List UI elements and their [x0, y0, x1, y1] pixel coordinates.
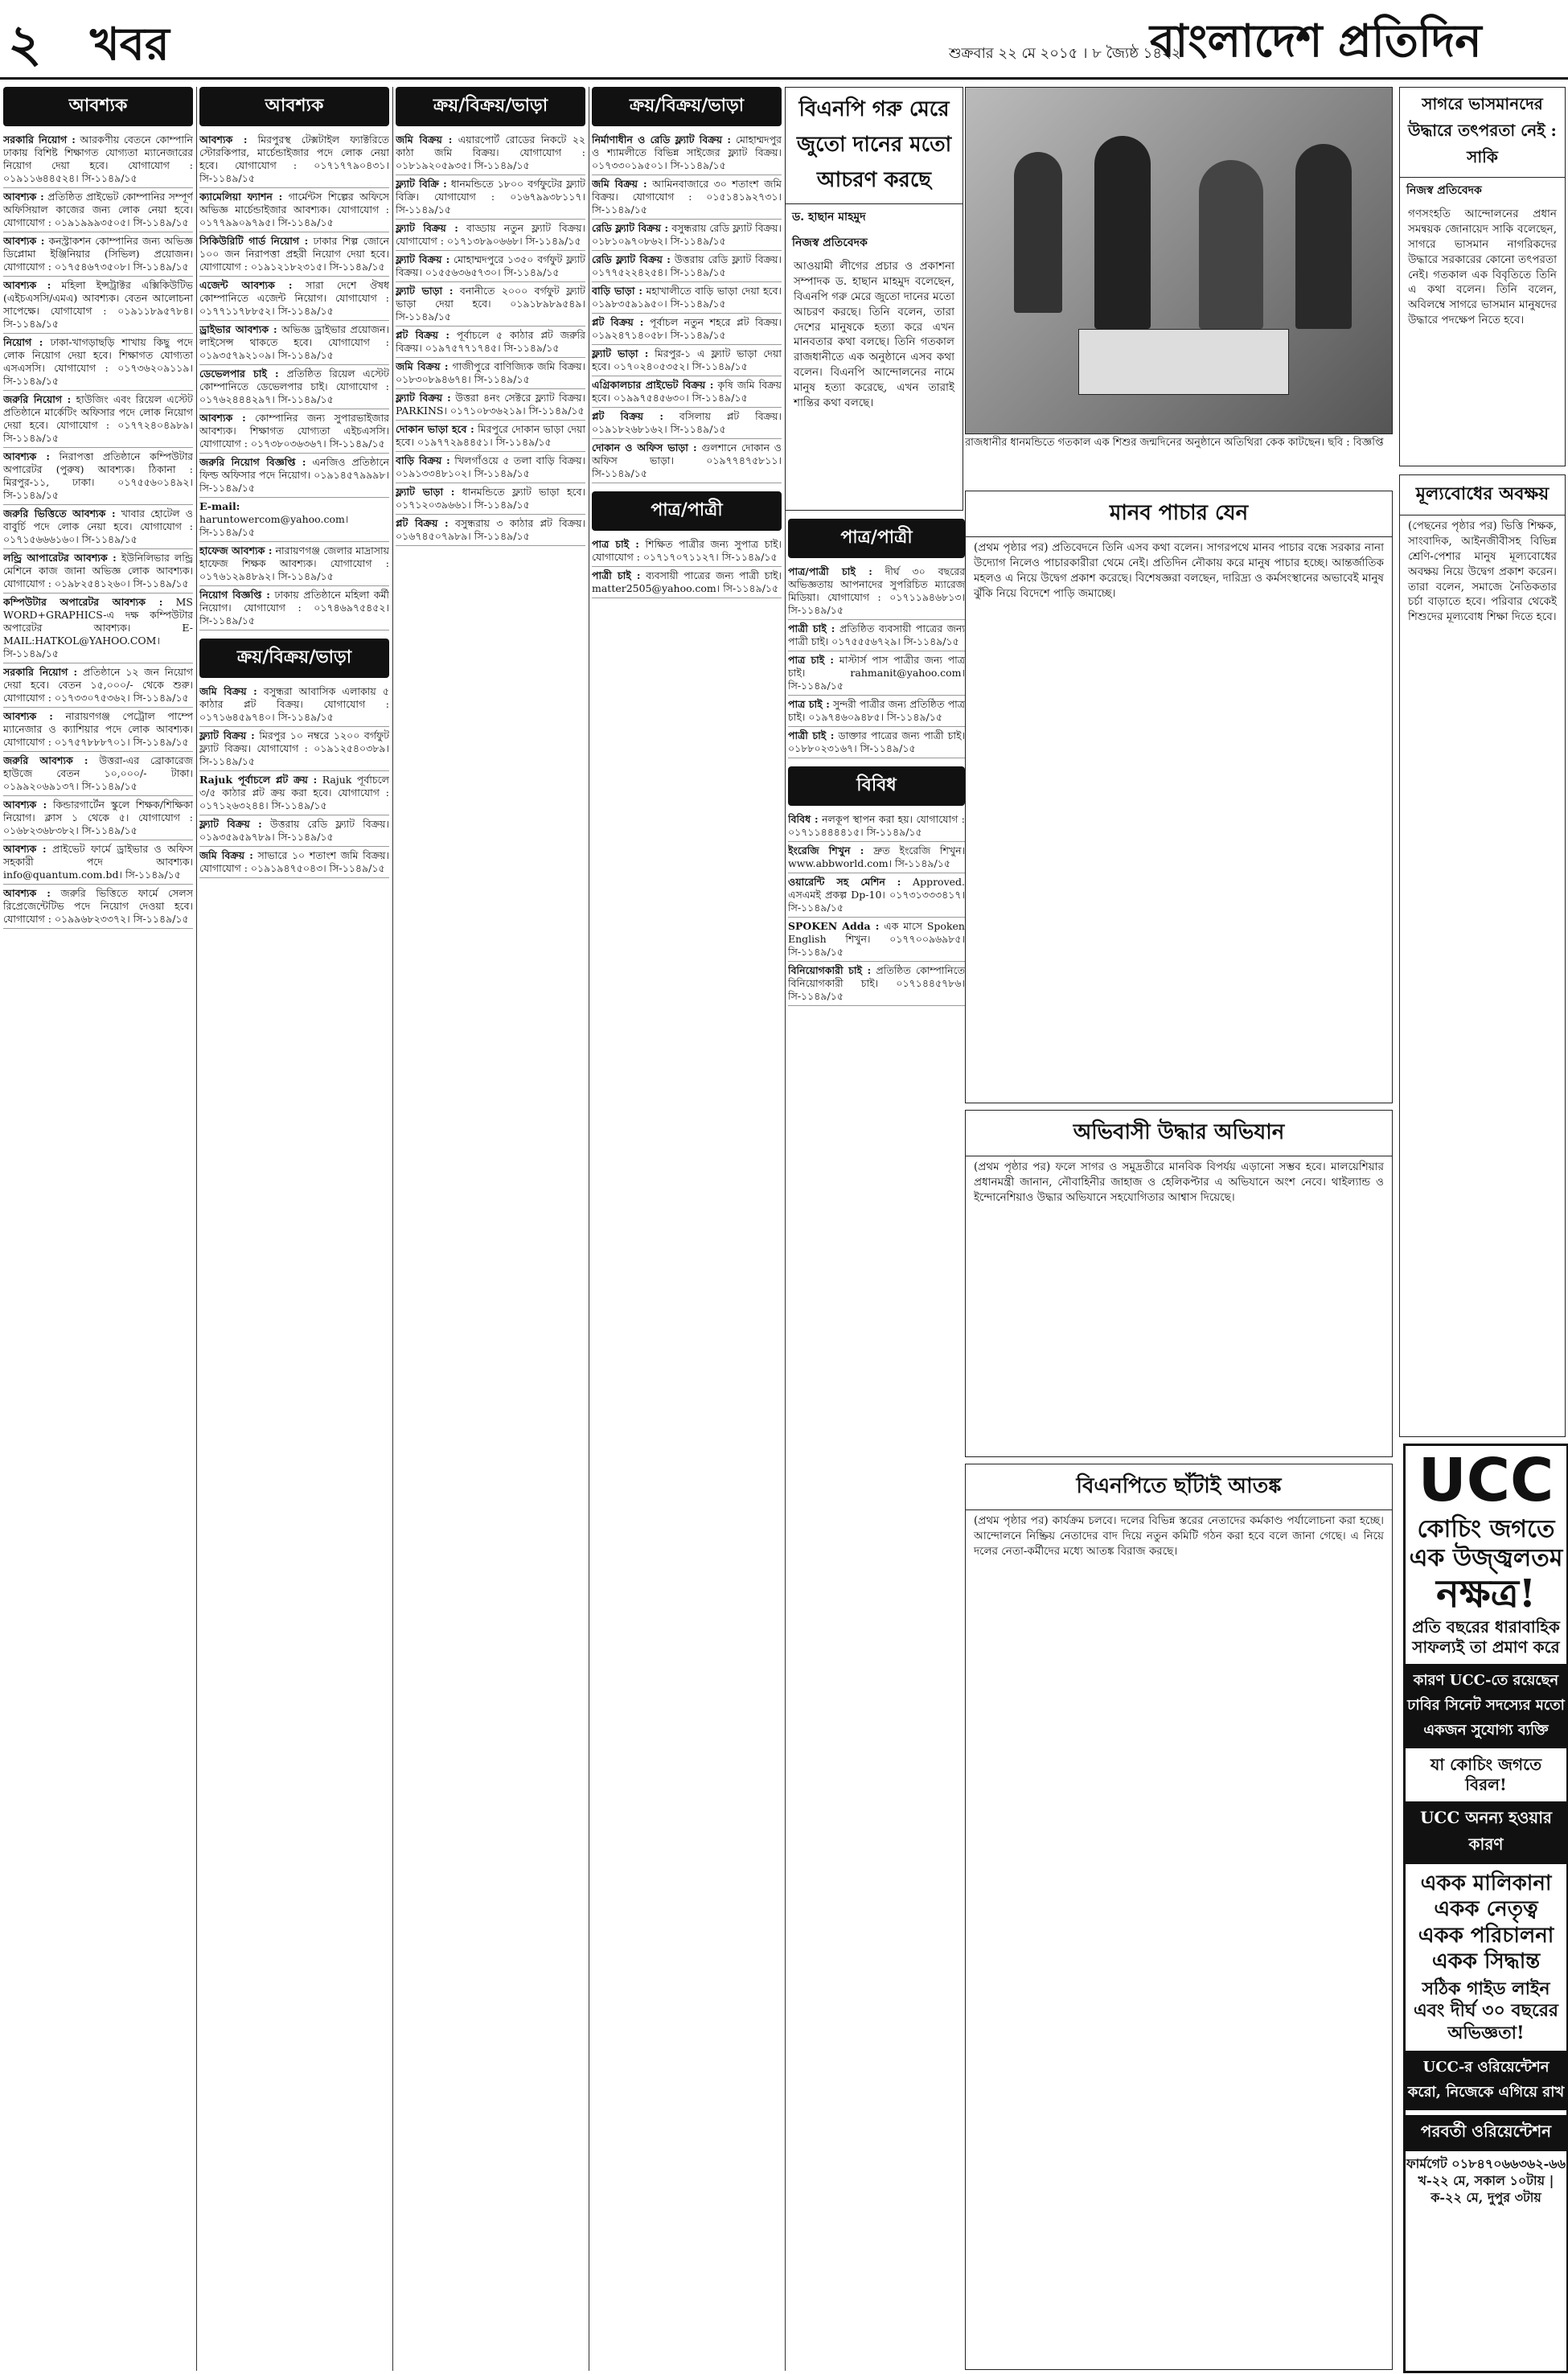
story-body: গণসংহতি আন্দোলনের প্রধান সমন্বয়ক জোনায়েদ সাকি বলেছেন, সাগরে ভাসমান নাগরিকদের উদ্ধারে সরকারের কোনো তৎপরতা নেই। গতকাল এক বিবৃতিতে তিনি এ কথা বলেন। তিনি বলেন, অবিলম্বে সাগরে ভাসমান মানুষদের উদ্ধারে পদক্ষেপ নিতে হবে।	[1408, 207, 1557, 327]
classified-ad	[396, 327, 585, 358]
classified-ad	[3, 708, 193, 752]
person-figure	[1199, 160, 1263, 329]
person-figure	[1295, 144, 1352, 329]
classified-ad	[199, 365, 389, 409]
section-title: খবর	[90, 18, 170, 71]
ad-title: নিয়োগ বিজ্ঞপ্তি :	[199, 589, 270, 601]
ad-text: বসিলায় প্লট বিক্রয়। ০১৯১৮২৬৮১৬২। সি-১১৪৯/১৫	[592, 410, 782, 435]
ad-title: এগ্রিকালচার প্রাইভেট বিক্রয় :	[592, 379, 714, 391]
classified-column-3	[396, 87, 585, 2371]
column-divider	[392, 87, 393, 2371]
ad-text: গুলশানে দোকান ও অফিস ভাড়া। ০১৯৭৭৪৭৫৮১১। সি-১১৪৯/১৫	[592, 442, 782, 479]
story-headline: বিএনপিতে ছাঁটাই আতঙ্ক	[966, 1464, 1392, 1510]
ad-title: SPOKEN Adda :	[788, 920, 880, 932]
ad-text: ডাক্তার পাত্রের জন্য পাত্রী চাই। ০১৮৮০২৩১৬৭। সি-১১৪৯/১৫	[788, 729, 965, 754]
ad-text: ধানমন্ডিতে ফ্ল্যাট ভাড়া হবে। ০১৭১২০৩৯৬৬১। সি-১১৪৯/১৫	[396, 486, 585, 511]
story-body: (প্রথম পৃষ্ঠার পর) কার্যক্রম চলবে। দলের বিভিন্ন স্তরের নেতাদের কর্মকাণ্ড পর্যালোচনা করা হচ্ছে। আন্দোলনে নিষ্ক্রিয় নেতাদের বাদ দিয়ে নতুন কমিটি গঠন করা হবে বলে জানা গেছে। এ নিয়ে দলের নেতা-কর্মীদের মধ্যে আতঙ্ক বিরাজ করছে।	[974, 1514, 1384, 1558]
ucc-schedule: খ-২২ মে, সকাল ১০টায় | ক-২২ মে, দুপুর ৩টায়	[1418, 2173, 1554, 2205]
ad-text: মোহাম্মদপুরে ১৩৫০ বর্গফুট ফ্ল্যাট বিক্রয়। ০১৫৫৬৩৬৫৭৩০। সি-১১৪৯/১৫	[396, 253, 585, 278]
ad-text: অভিজ্ঞ ড্রাইভার প্রয়োজন। লাইসেন্স থাকতে হবে। যোগাযোগ : ০১৯৩৫৭৯২১০৯। সি-১১৪৯/১৫	[199, 323, 389, 361]
story-body: (পেছনের পৃষ্ঠার পর) ভিত্তি শিক্ষক, সাংবাদিক, আইনজীবীসহ বিভিন্ন শ্রেণি-পেশার মানুষ মূল্যবোধের অবক্ষয় নিয়ে উদ্বেগ প্রকাশ করেন। তারা বলেন, সমাজে নৈতিকতার চর্চা বাড়াতে হবে। পরিবার থেকেই শিশুদের মূল্যবোধ শিক্ষা দিতে হবে।	[1408, 520, 1557, 624]
ad-text: ধানমন্ডিতে ১৮০০ বর্গফুটের ফ্ল্যাট বিক্রি। যোগাযোগ : ০১৬৭৯৯৩৮১১৭। সি-১১৪৯/১৫	[396, 178, 585, 216]
ad-text: জরুরি ভিত্তিতে ফার্মে সেলস রিপ্রেজেন্টেটিভ পদে নিয়োগ দেওয়া হবে। যোগাযোগ : ০১৯৯৬৮২৩৩৭২। সি-১১৪৯/১৫	[3, 887, 193, 925]
ad-text: বসুন্ধরায় ৩ কাঠার প্লট বিক্রয়। ০১৬৭৪৫০৭৯৮৯। সি-১১৪৯/১৫	[396, 517, 585, 542]
ad-title: প্লট বিক্রয় :	[592, 410, 663, 422]
ad-text: নারায়ণগঞ্জ জেলার মাদ্রাসায় হাফেজ শিক্ষক আবশ্যক। যোগাযোগ : ০১৭৬১২৯৪৮৯২। সি-১১৪৯/১৫	[199, 544, 389, 582]
ad-text: মিরপুর ১০ নম্বরে ১২০০ বর্গফুট ফ্ল্যাট বিক্রয়। যোগাযোগ : ০১৯১২৫৪০৩৮৯। সি-১১৪৯/১৫	[199, 729, 389, 767]
classified-ad	[788, 651, 965, 696]
ucc-advertisement	[1403, 1444, 1568, 2373]
classified-column-5	[788, 519, 965, 2368]
ad-title: জমি বিক্রয় :	[396, 133, 453, 146]
story-rescue	[965, 1110, 1393, 1457]
story-headline: বিএনপি গরু মেরে জুতো দানের মতো আচরণ করছে	[786, 88, 963, 204]
ucc-headline: নক্ষত্র!	[1436, 1571, 1536, 1616]
classified-ad	[788, 842, 965, 873]
ad-text: মিরপুরস্থ টেক্সটাইল ফ্যাক্টরিতে স্টোরকিপার, মার্চেন্ডাইজার পদে লোক নেয়া হবে। যোগাযোগ : ০১৭১৭৭৯০৪৩১। সি-১১৪৯/১৫	[199, 133, 389, 184]
classified-ad	[592, 175, 782, 220]
ad-title: প্লট বিক্রয় :	[396, 517, 449, 529]
person-figure	[1094, 136, 1151, 329]
ad-text: প্রতিষ্ঠিত রিয়েল এস্টেট কোম্পানিতে ডেভেলপার চাই। যোগাযোগ : ০১৭৬২৪৪৪২৯৭। সি-১১৪৯/১৫	[199, 368, 389, 405]
story-byline: ড. হাছান মাহমুদ	[792, 211, 866, 224]
ad-text: উত্তরায় রেডি ফ্ল্যাট বিক্রয়। ০১৯৩৫৯৫৯৭৮৯। সি-১১৪৯/১৫	[199, 818, 389, 843]
ad-text: বনানীতে ২০০০ বর্গফুট ফ্ল্যাট ভাড়া দেয়া হবে। ০১৯১৮৯৮৯৫৪৯। সি-১১৪৯/১৫	[396, 285, 585, 322]
classified-ad	[592, 439, 782, 483]
classified-ad	[592, 282, 782, 314]
ucc-tagline: এক উজ্জ্বলতম	[1409, 1544, 1563, 1572]
ad-title: ফ্ল্যাট বিক্রয় :	[396, 222, 458, 234]
classified-ad	[3, 594, 193, 663]
classified-ad	[788, 811, 965, 842]
photo-caption: রাজধানীর ধানমন্ডিতে গতকাল এক শিশুর জন্মদিনের অনুষ্ঠানে অতিথিরা কেক কাটছেন। ছবি : বিজ্ঞপ্তি	[965, 437, 1384, 449]
ad-text: আরকণীয় বেতনে কোম্পানি ঢাকায় বিশিষ্ট শিক্ষাগত যোগ্যতা ম্যানেজারের নিয়োগ দেয়া হবে। যোগাযোগ : ০১৯১১৬৪৪৫২৪। সি-১১৪৯/১৫	[3, 133, 193, 184]
ad-text: ঢাকার শিল্প জোনে ১০০ জন নিরাপত্তা প্রহরী নিয়োগ দেয়া হবে। যোগাযোগ : ০১৯১২১৮২৩১৫। সি-১১৪৯/১৫	[199, 235, 389, 273]
classified-ad	[199, 847, 389, 878]
ad-title: ফ্ল্যাট ভাড়া :	[396, 285, 454, 297]
ucc-text: প্রতি বছরের ধারাবাহিক সাফল্যই তা প্রমাণ করে	[1412, 1616, 1560, 1657]
story-bnp	[965, 1464, 1393, 2370]
classified-ad	[3, 334, 193, 391]
ad-title: সিকিউরিটি গার্ড নিয়োগ :	[199, 235, 309, 247]
ucc-banner: কারণ UCC-তে রয়েছেন ঢাবির সিনেট সদস্যের মতো একজন সুযোগ্য ব্যক্তি	[1406, 1664, 1566, 1748]
classified-ad	[3, 549, 193, 594]
ad-text: কোম্পানির জন্য সুপারভাইজার আবশ্যক। শিক্ষাগত যোগ্যতা এইচএসসি। যোগাযোগ : ০১৭৩৮০৩৬৩৬৭। সি-১১৪৯/১৫	[199, 412, 389, 450]
ad-title: সরকারি নিয়োগ :	[3, 666, 78, 678]
ad-text: মোহাম্মদপুর ও শ্যামলীতে বিভিন্ন সাইজের ফ্ল্যাট বিক্রয়। ০১৭৩৩০১৯৫০১। সি-১১৪৯/১৫	[592, 133, 782, 171]
ad-title: পাত্রী চাই :	[788, 622, 835, 635]
cake	[1078, 329, 1289, 395]
ad-title: বাড়ি বিক্রয় :	[396, 454, 450, 466]
ad-title: ফ্ল্যাট বিক্রয় :	[199, 818, 262, 830]
ad-title: দোকান ও অফিস ভাড়া :	[592, 442, 697, 454]
ad-text: দীর্ঘ ৩০ বছরের অভিজ্ঞতায় আপনাদের সুপরিচিত ম্যারেজ মিডিয়া। যোগাযোগ : ০১৭১১৯৪৬৮১৩। সি-১১৪৯/১৫	[788, 565, 965, 616]
ad-text: গাজীপুরে বাণিজ্যিক জমি বিক্রয়। ০১৮৩০৮৯৪৬৭৪। সি-১১৪৯/১৫	[396, 360, 585, 385]
ad-title: পাত্র/পাত্রী চাই :	[788, 565, 872, 577]
story-headline: অভিবাসী উদ্ধার অভিযান	[966, 1111, 1392, 1156]
ad-text: পূর্বাচলে ৫ কাঠার প্লট জরুরি বিক্রয়। ০১৯৭৫৭৭১৭৪৫। সি-১১৪৯/১৫	[396, 329, 585, 354]
ad-title: জমি বিক্রয় :	[592, 178, 647, 190]
ad-title: ডেভেলপার চাই :	[199, 368, 279, 380]
ad-title: জমি বিক্রয় :	[199, 685, 257, 697]
ad-text: মিরপুর-১ এ ফ্ল্যাট ভাড়া দেয়া হবে। ০১৭০২৪০৫৩৫২। সি-১১৪৯/১৫	[592, 347, 782, 372]
classified-ad	[199, 771, 389, 815]
classified-ad	[396, 515, 585, 546]
classified-ad	[3, 505, 193, 549]
ad-title: আবশ্যক :	[199, 133, 248, 146]
ad-title: পাত্রী চাই :	[592, 569, 641, 581]
ad-title: আবশ্যক :	[3, 887, 51, 899]
ad-title: ফ্ল্যাট ভাড়া :	[396, 486, 455, 498]
ad-title: জরুরি নিয়োগ বিজ্ঞপ্তি :	[199, 456, 306, 468]
story-boot	[785, 87, 963, 511]
classified-ad	[592, 408, 782, 439]
ad-title: ফ্ল্যাট ভাড়া :	[592, 347, 649, 359]
classified-ad	[199, 188, 389, 232]
ad-text: প্রতিষ্ঠানে ১২ জন নিয়োগ দেয়া হবে। বেতন ১৫,০০০/- থেকে শুরু। যোগাযোগ : ০১৭৩৩০৭৫৩৬২। সি-১১৪৯/১৫	[3, 666, 193, 704]
ad-text: উত্তরা ৪নং সেক্টরে ফ্ল্যাট বিক্রয়। PARKINS। ০১৭১০৮৩৬২১৯। সি-১১৪৯/১৫	[396, 392, 585, 417]
classified-ad	[592, 314, 782, 345]
classified-ad	[3, 752, 193, 796]
ad-text: প্রতিষ্ঠিত ব্যবসায়ী পাত্রের জন্য পাত্রী চাই। ০১৭৫৫৫৬৭২৯। সি-১১৪৯/১৫	[788, 622, 965, 647]
classified-ad	[199, 232, 389, 277]
ad-text: বসুন্ধরায় রেডি ফ্ল্যাট বিক্রয়। ০১৮১০৯৭০৮৬২। সি-১১৪৯/১৫	[592, 222, 782, 247]
category-header: পাত্র/পাত্রী	[592, 491, 782, 531]
ad-text: এনজিও প্রতিষ্ঠানে ফিল্ড অফিসার পদে নিয়োগ। ০১৯১৪৫৭৯৯৯৮। সি-১১৪৯/১৫	[199, 456, 389, 494]
ad-title: ক্যামেলিয়া ফ্যাশন :	[199, 191, 283, 203]
story-body: (প্রথম পৃষ্ঠার পর) প্রতিবেদনে তিনি এসব কথা বলেন। সাগরপথে মানব পাচার বন্ধে সরকার নানা উদ্যোগ নিলেও পাচারকারীরা থেমে নেই। প্রতিদিন নৌকায় করে মানুষ পাচার হচ্ছে। আন্তর্জাতিক মহলও এ নিয়ে উদ্বেগ প্রকাশ করেছে। বিশেষজ্ঞরা বলছেন, দারিদ্র্য ও কর্মসংস্থানের অভাবেই মানুষ ঝুঁকি নিয়ে বিদেশে পাড়ি জমাচ্ছে।	[974, 541, 1384, 600]
ad-text: ঢাকা-খাগড়াছড়ি শাখায় কিছু পদে লোক নিয়োগ দেয়া হবে। শিক্ষাগত যোগ্যতা এসএসসি। যোগাযোগ : ০১৭৩৬২০৯১১৯। সি-১১৪৯/১৫	[3, 336, 193, 387]
classified-ad	[788, 873, 965, 918]
ad-text: মাস্টার্স পাস পাত্রীর জন্য পাত্র চাই। rahmanit@yahoo.com। সি-১১৪৯/১৫	[788, 654, 965, 692]
category-header: আবশ্যক	[199, 87, 389, 126]
ucc-banner: UCC-র ওরিয়েন্টেশন করো, নিজেকে এগিয়ে রাখ	[1406, 2051, 1566, 2110]
page-number: ২	[8, 14, 42, 74]
ad-title: আবশ্যক :	[3, 191, 44, 203]
classified-ad	[396, 220, 585, 251]
classified-ad	[199, 277, 389, 321]
ad-title: প্লট বিক্রয় :	[592, 316, 644, 328]
classified-ad	[396, 483, 585, 515]
ad-title: ফ্ল্যাট বিক্রয় :	[199, 729, 255, 741]
story-headline: মূল্যবোধের অবক্ষয়	[1400, 475, 1565, 515]
story-values	[1399, 474, 1566, 1437]
ad-title: এজেন্ট আবশ্যক :	[199, 279, 293, 291]
ad-title: সরকারি নিয়োগ :	[3, 133, 76, 146]
ad-text: ইউনিলিভার লন্ড্রি মেশিনে কাজ জানা অভিজ্ঞ লোক আবশ্যক। যোগাযোগ : ০১৯৮২৫৪১২৬০। সি-১১৪৯/১৫	[3, 552, 193, 589]
ad-title: পাত্রী চাই :	[788, 729, 835, 741]
ad-text: ব্যবসায়ী পাত্রের জন্য পাত্রী চাই। matter2505@yahoo.com। সি-১১৪৯/১৫	[592, 569, 782, 594]
ad-title: নিয়োগ :	[3, 336, 43, 348]
ad-text: উত্তরায় রেডি ফ্ল্যাট বিক্রয়। ০১৭৭৫২২৪২৫৪। সি-১১৪৯/১৫	[592, 253, 782, 278]
ucc-logo: UCC	[1418, 1446, 1554, 1515]
ad-title: ওয়ারেন্টি সহ মেশিন :	[788, 876, 901, 888]
ad-title: বাড়ি ভাড়া :	[592, 285, 642, 297]
ad-text: নিরাপত্তা প্রতিষ্ঠানে কম্পিউটার অপারেটর (পুরুষ) আবশ্যক। ঠিকানা : মিরপুর-১১, ঢাকা। ০১৭৫৫৬০১৪৯২। সি-১১৪৯/১৫	[3, 450, 193, 501]
classified-ad	[199, 683, 389, 727]
ad-title: কম্পিউটার অপারেটর আবশ্যক :	[3, 596, 163, 608]
ad-text: গার্মেন্টস শিল্পের অফিসে অভিজ্ঞ মার্চেন্ডাইজার আবশ্যক। যোগাযোগ : ০১৭৭৯৯০৯৭৯৫। সি-১১৪৯/১৫	[199, 191, 389, 228]
classified-ad	[592, 376, 782, 408]
ucc-banner: UCC অনন্য হওয়ার কারণ	[1406, 1801, 1566, 1864]
category-header: ক্রয়/বিক্রয়/ভাড়া	[396, 87, 585, 126]
event-photo	[965, 87, 1393, 434]
ad-title: জমি বিক্রয় :	[396, 360, 449, 372]
ad-title: ফ্ল্যাট বিক্রয় :	[396, 392, 451, 404]
classified-ad	[199, 498, 389, 542]
ad-text: প্রাইভেট ফার্মে ড্রাইভার ও অফিস সহকারী পদে আবশ্যক। info@quantum.com.bd। সি-১১৪৯/১৫	[3, 843, 193, 881]
ad-text: বসুন্ধরা আবাসিক এলাকায় ৫ কাঠার প্লট বিক্রয়। যোগাযোগ : ০১৭১৬৪৫৯৭৪০। সি-১১৪৯/১৫	[199, 685, 389, 723]
ad-title: পাত্র চাই :	[788, 698, 830, 710]
ad-text: খাবার হোটেল ও বাবুর্চি পদে লোক নেয়া হবে। যোগাযোগ : ০১৭১৫৬৬৬১৬০। সি-১১৪৯/১৫	[3, 507, 193, 545]
category-header: ক্রয়/বিক্রয়/ভাড়া	[199, 639, 389, 678]
story-body: (প্রথম পৃষ্ঠার পর) ফলে সাগর ও সমুদ্রতীরে মানবিক বিপর্যয় এড়ানো সম্ভব হবে। মালয়েশিয়ার প্রধানমন্ত্রী জানান, নৌবাহিনীর জাহাজ ও হেলিকপ্টার এ অভিযানে অংশ নেবে। থাইল্যান্ড ও ইন্দোনেশিয়াও উদ্ধার অভিযানে সহযোগিতার আশ্বাস দিয়েছে।	[974, 1160, 1384, 1204]
ad-title: হাফেজ আবশ্যক :	[199, 544, 273, 557]
ad-title: আবশ্যক :	[3, 235, 45, 247]
story-headline: মানব পাচার যেন	[966, 491, 1392, 537]
classified-ad	[396, 251, 585, 282]
ad-text: উত্তরা-এর ব্রোকারেজ হাউজে বেতন ১০,০০০/- টাকা। ০১৯৯২০৬৯১৩৭। সি-১১৪৯/১৫	[3, 754, 193, 792]
classified-ad	[3, 885, 193, 929]
ad-title: দোকান ভাড়া হবে :	[396, 423, 474, 435]
ad-title: ফ্ল্যাট বিক্রি :	[396, 178, 447, 190]
category-header: আবশ্যক	[3, 87, 193, 126]
ad-text: হাউজিং এবং রিয়েল এস্টেট প্রতিষ্ঠানে মার্কেটিং অফিসার পদে লোক নিয়োগ দেয়া হবে। যোগাযোগ : ০১৭৭২৪০৪৯৮৯। সি-১১৪৯/১৫	[3, 393, 193, 444]
classified-ad	[788, 918, 965, 962]
ad-title: জরুরি নিয়োগ :	[3, 393, 72, 405]
ad-text: প্রতিষ্ঠিত প্রাইভেট কোম্পানির সম্পূর্ণ অফিসিয়াল কাজের জন্য লোক নেয়া হবে। যোগাযোগ : ০১৯১৯৯৯৩৫০৫। সি-১১৪৯/১৫	[3, 191, 193, 228]
ad-text: ঢাকায় প্রতিষ্ঠানে মহিলা কর্মী নিয়োগ। যোগাযোগ : ০১৭৪৬৯৭৫৪৫২। সি-১১৪৯/১৫	[199, 589, 389, 626]
classified-ad	[199, 131, 389, 188]
classified-ad	[396, 131, 585, 175]
classified-ad	[199, 727, 389, 771]
ad-text: খিলগাঁওয়ে ৫ তলা বাড়ি বিক্রয়। ০১৯১৩৩৪৮১০২। সি-১১৪৯/১৫	[396, 454, 585, 479]
category-header: পাত্র/পাত্রী	[788, 519, 965, 558]
classified-ad	[592, 536, 782, 567]
ad-title: Rajuk পূর্বাচলে প্লট ক্রয় :	[199, 774, 318, 786]
classified-ad	[3, 131, 193, 188]
ad-title: আবশ্যক :	[3, 710, 53, 722]
ad-title: জমি বিক্রয় :	[199, 849, 253, 861]
ad-title: E-mail:	[199, 500, 240, 512]
classified-ad	[3, 188, 193, 232]
ucc-text: যা কোচিং জগতে বিরল!	[1430, 1754, 1542, 1794]
ad-text: সারা দেশে ঔষধ কোম্পানিতে এজেন্ট নিয়োগ। যোগাযোগ : ০১৭৭১১৭৮৮৫২। সি-১১৪৯/১৫	[199, 279, 389, 317]
classified-ad	[592, 131, 782, 175]
ad-text: এয়ারপোর্ট রোডের নিকটে ২২ কাঠা জমি বিক্রয়। যোগাযোগ : ০১৮১৯২০৫৯৩৫। সি-১১৪৯/১৫	[396, 133, 585, 171]
ad-text: কিন্ডারগার্টেন স্কুলে শিক্ষক/শিক্ষিকা নিয়োগ। ক্লাস ১ থেকে ৫। যোগাযোগ : ০১৬৮২৩৬৮৩৮২। সি-১১৪৯/১৫	[3, 799, 193, 836]
ad-text: Approved. এসএমই প্রকল্প Dp-10। ০১৭৩১৩৩৩৪১৭। সি-১১৪৯/১৫	[788, 876, 965, 914]
ad-text: সুন্দরী পাত্রীর জন্য প্রতিষ্ঠিত পাত্র চাই। ০১৯৭৪৬০৯৪৮৫। সি-১১৪৯/১৫	[788, 698, 965, 723]
ad-text: Rajuk পূর্বাচলে ৩/৫ কাঠার প্লট ক্রয় করা হবে। যোগাযোগ : ০১৭১২৬৩২৪৪। সি-১১৪৯/১৫	[199, 774, 389, 811]
ad-title: প্লট বিক্রয় :	[396, 329, 449, 341]
ad-title: আবশ্যক :	[3, 799, 47, 811]
ad-title: ড্রাইভার আবশ্যক :	[199, 323, 277, 335]
ad-title: জরুরি আবশ্যক :	[3, 754, 88, 766]
classified-ad	[199, 409, 389, 454]
classified-ad	[199, 586, 389, 630]
classified-ad	[3, 232, 193, 277]
classified-ad	[199, 815, 389, 847]
ad-title: জরুরি ভিত্তিতে আবশ্যক :	[3, 507, 116, 520]
ad-text: কনস্ট্রাকশন কোম্পানির জন্য অভিজ্ঞ ডিপ্লোমা ইঞ্জিনিয়ার (সিভিল) প্রয়োজন। যোগাযোগ : ০১৭৫৪৬৭৩৫০৮। সি-১১৪৯/১৫	[3, 235, 193, 273]
ad-text: নলকূপ স্থাপন করা হয়। যোগাযোগ : ০১৭১১৪৪৪৪১৫। সি-১১৪৯/১৫	[788, 813, 965, 838]
classified-ad	[3, 663, 193, 708]
classified-ad	[592, 220, 782, 251]
classified-ad	[592, 251, 782, 282]
ad-text: haruntowercom@yahoo.com। সি-১১৪৯/১৫	[199, 513, 349, 538]
ad-title: পাত্র চাই :	[592, 538, 639, 550]
ucc-text: সঠিক গাইড লাইন এবং দীর্ঘ ৩০ বছরের অভিজ্ঞতা!	[1413, 1978, 1559, 2043]
ad-text: MS WORD+GRAPHICS-এ দক্ষ কম্পিউটার অপারেটর আবশ্যক। E-MAIL:HATKOL@YAHOO.COM। সি-১১৪৯/১৫	[3, 596, 193, 659]
ucc-phone: ফার্মগেট ০১৮৪৭০৬৬৩৬২-৬৬	[1406, 2156, 1566, 2172]
classified-ad	[396, 175, 585, 220]
ad-text: সাভারে ১০ শতাংশ জমি বিক্রয়। যোগাযোগ : ০১৯১৯৪৭৫০৪৩। সি-১১৪৯/১৫	[199, 849, 389, 874]
classified-ad	[3, 448, 193, 505]
column-divider	[196, 87, 197, 2371]
story-sub: নিজস্ব প্রতিবেদক	[792, 236, 868, 249]
story-body: আওয়ামী লীগের প্রচার ও প্রকাশনা সম্পাদক ড. হাছান মাহমুদ বলেছেন, বিএনপি গরু মেরে জুতো দানের মতো আচরণ করছে। তিনি বলেন, তারা দেশের মানুষকে হত্যা করে এখন মানবতার কথা বলছে। তিনি গতকাল রাজধানীতে এক অনুষ্ঠানে এসব কথা বলেন। বিএনপি আন্দোলনের নামে মানুষ হত্যা করেছে, এখন তারাই শান্তির কথা বলছে।	[794, 260, 954, 410]
ad-title: আবশ্যক :	[199, 412, 246, 424]
classified-ad	[199, 542, 389, 586]
classified-ad	[592, 345, 782, 376]
story-headline: সাগরে ভাসমানদের উদ্ধারে তৎপরতা নেই : সাকি	[1400, 88, 1565, 178]
story-human-trafficking	[965, 491, 1393, 1103]
classified-ad	[788, 962, 965, 1006]
story-sea	[1399, 87, 1566, 466]
ad-title: রেডি ফ্ল্যাট বিক্রয় :	[592, 222, 669, 234]
classified-ad	[592, 567, 782, 598]
masthead	[0, 0, 1568, 80]
classified-ad	[396, 282, 585, 327]
ad-text: পূর্বাচল নতুন শহরে প্লট বিক্রয়। ০১৯২৪৭১৪০৫৮। সি-১১৪৯/১৫	[592, 316, 782, 341]
classified-column-1	[3, 87, 193, 2371]
ad-text: আমিনবাজারে ৩০ শতাংশ জমি বিক্রয়। যোগাযোগ : ০১৫১৪১৯২৭৩১। সি-১১৪৯/১৫	[592, 178, 782, 216]
newspaper-logo: বাংলাদেশ প্রতিদিন	[1150, 15, 1482, 68]
classified-ad	[3, 840, 193, 885]
ad-title: বিনিয়োগকারী চাই :	[788, 964, 872, 976]
ad-title: পাত্র চাই :	[788, 654, 834, 666]
classified-ad	[199, 454, 389, 498]
ad-title: বিবিধ :	[788, 813, 819, 825]
ad-text: মহাখালীতে বাড়ি ভাড়া দেয়া হবে। ০১৯৮৩৫৯১৯৫০। সি-১১৪৯/১৫	[592, 285, 782, 310]
classified-column-4	[592, 87, 782, 2371]
classified-ad	[396, 421, 585, 452]
ad-text: মহিলা ইন্সট্রাক্টর এক্সিকিউটিভ (এইচএসসি/এমএ) আবশ্যক। বেতন আলোচনা সাপেক্ষে। যোগাযোগ : ০১৯১১৮৯৫৭৮৪। সি-১১৪৯/১৫	[3, 279, 193, 330]
ucc-text: একক মালিকানা একক নেতৃত্ব একক পরিচালনা একক সিদ্ধান্ত	[1418, 1871, 1554, 1974]
ucc-banner: পরবর্তী ওরিয়েন্টেশন	[1406, 2115, 1566, 2151]
ad-text: কৃষি জমি বিক্রয় হবে। ০১৯৯৭৫৪৫৬৩০। সি-১১৪৯/১৫	[592, 379, 782, 404]
classified-column-2	[199, 87, 389, 2371]
ad-text: এক মাসে Spoken English শিখুন। ০১৭৭০০৯৬৯৮৫। সি-১১৪৯/১৫	[788, 920, 965, 958]
classified-ad	[3, 796, 193, 840]
ucc-tagline: কোচিং জগতে	[1417, 1515, 1555, 1543]
category-header: ক্রয়/বিক্রয়/ভাড়া	[592, 87, 782, 126]
issue-date: শুক্রবার ২২ মে ২০১৫ । ৮ জ্যৈষ্ঠ ১৪২২	[949, 45, 1181, 62]
person-figure	[1014, 152, 1062, 313]
ad-text: শিক্ষিত পাত্রীর জন্য সুপাত্র চাই। যোগাযোগ : ০১৭১৭০৭১১২৭। সি-১১৪৯/১৫	[592, 538, 782, 563]
ad-title: নির্মাণাধীন ও রেডি ফ্ল্যাট বিক্রয় :	[592, 133, 732, 146]
classified-ad	[788, 620, 965, 651]
ad-text: বাড্ডায় নতুন ফ্ল্যাট বিক্রয়। যোগাযোগ : ০১৭১৩৮৯০৬৬৮। সি-১১৪৯/১৫	[396, 222, 585, 247]
ad-title: আবশ্যক :	[3, 450, 50, 462]
classified-ad	[396, 452, 585, 483]
classified-ad	[3, 391, 193, 448]
category-header: বিবিধ	[788, 766, 965, 806]
classified-ad	[396, 389, 585, 421]
classified-ad	[788, 727, 965, 758]
ad-title: ইংরেজি শিখুন :	[788, 844, 864, 856]
ad-title: লন্ড্রি আপারেটর আবশ্যক :	[3, 552, 117, 564]
story-sub: নিজস্ব প্রতিবেদক	[1406, 184, 1482, 197]
classified-ad	[788, 696, 965, 727]
ad-title: রেডি ফ্ল্যাট বিক্রয় :	[592, 253, 671, 265]
ad-title: ফ্ল্যাট বিক্রয় :	[396, 253, 450, 265]
ad-text: নারায়ণগঞ্জ পেট্রোল পাম্পে ম্যানেজার ও ক্যাশিয়ার পদে লোক আবশ্যক। যোগাযোগ : ০১৭৫৭৮৮৮৭০১। সি-১১৪৯/১৫	[3, 710, 193, 748]
ad-text: মিরপুরে দোকান ভাড়া দেয়া হবে। ০১৯৭৭২৯৪৪৫১। সি-১১৪৯/১৫	[396, 423, 585, 448]
classified-ad	[788, 563, 965, 620]
ad-text: দ্রুত ইংরেজি শিখুন। www.abbworld.com। সি-১১৪৯/১৫	[788, 844, 965, 869]
ad-title: আবশ্যক :	[3, 279, 51, 291]
classified-ad	[199, 321, 389, 365]
classified-ad	[3, 277, 193, 334]
classified-ad	[396, 358, 585, 389]
ad-text: প্রতিষ্ঠিত কোম্পানিতে বিনিয়োগকারী চাই। ০১৭১৪৪৫৭৮৬। সি-১১৪৯/১৫	[788, 964, 965, 1002]
ad-title: আবশ্যক :	[3, 843, 47, 855]
